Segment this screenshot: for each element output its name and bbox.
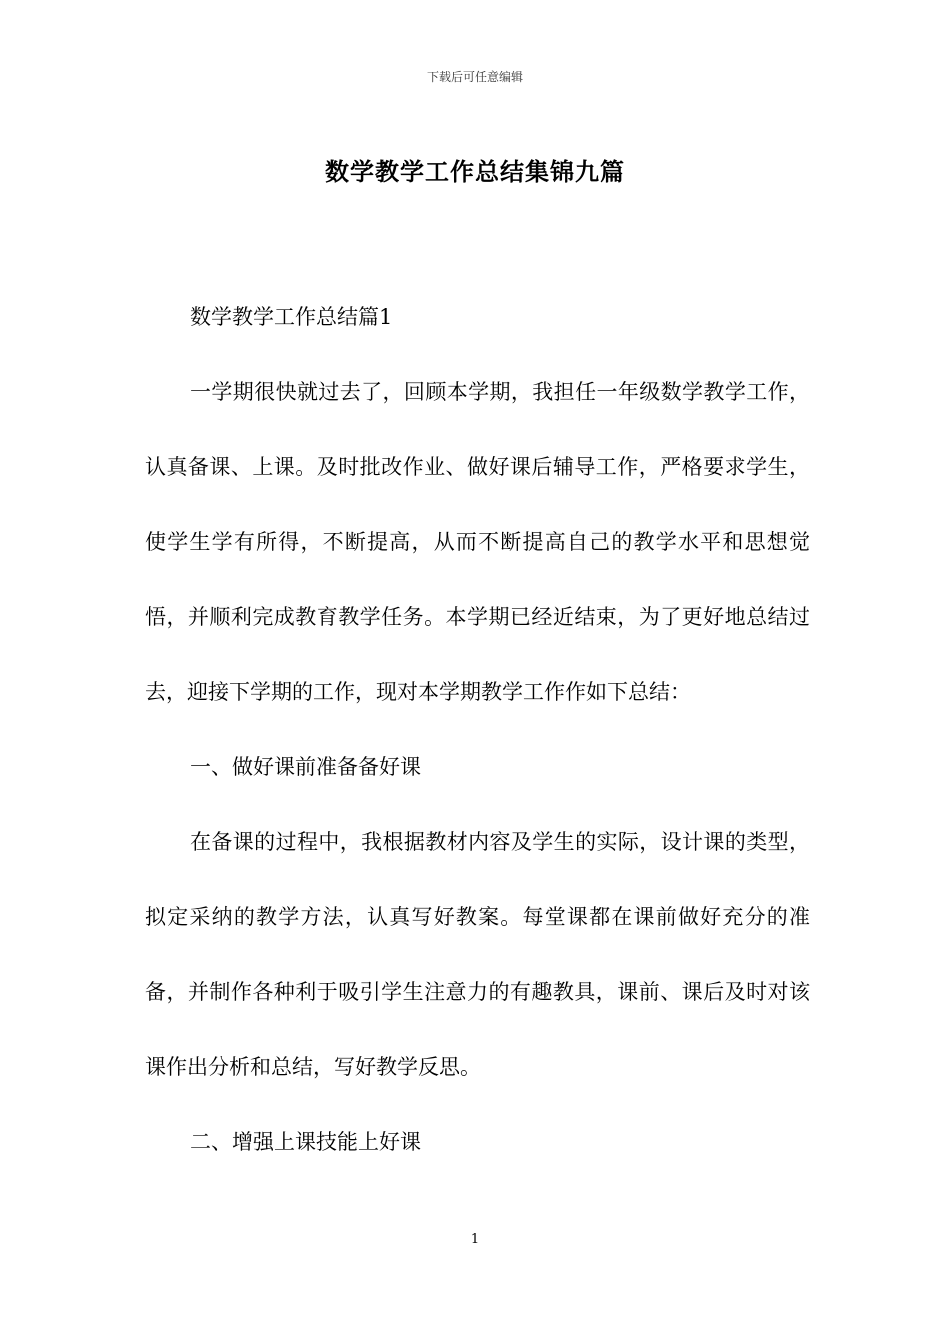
body-paragraph: 一学期很快就过去了，回顾本学期，我担任一年级数学教学工作，认真备课、上课。及时批改作业、做好课后辅导工作，严格要求学生，使学生学有所得，不断提高，从而不断提高自己的教学水平和思想觉悟，并顺利完成教育教学任务。本学期已经近结束，为了更好地总结过去，迎接下学期的工作，现对本学期教学工作作如下总结： (145, 380, 810, 704)
page-number: 1 (470, 1232, 480, 1247)
section-heading: 一、做好课前准备备好课 (190, 755, 421, 779)
body-paragraph: 在备课的过程中，我根据教材内容及学生的实际，设计课的类型，拟定采纳的教学方法，认真写好教案。每堂课都在课前做好充分的准备，并制作各种利于吸引学生注意力的有趣教具，课前、课后及时对该课作出分析和总结，写好教学反思。 (145, 830, 810, 1079)
section-heading: 数学教学工作总结篇1 (190, 305, 393, 329)
section-heading: 二、增强上课技能上好课 (190, 1130, 421, 1154)
header-note: 下载后可任意编辑 (426, 70, 523, 84)
document-body (145, 280, 810, 1180)
document-title: 数学教学工作总结集锦九篇 (325, 157, 625, 186)
